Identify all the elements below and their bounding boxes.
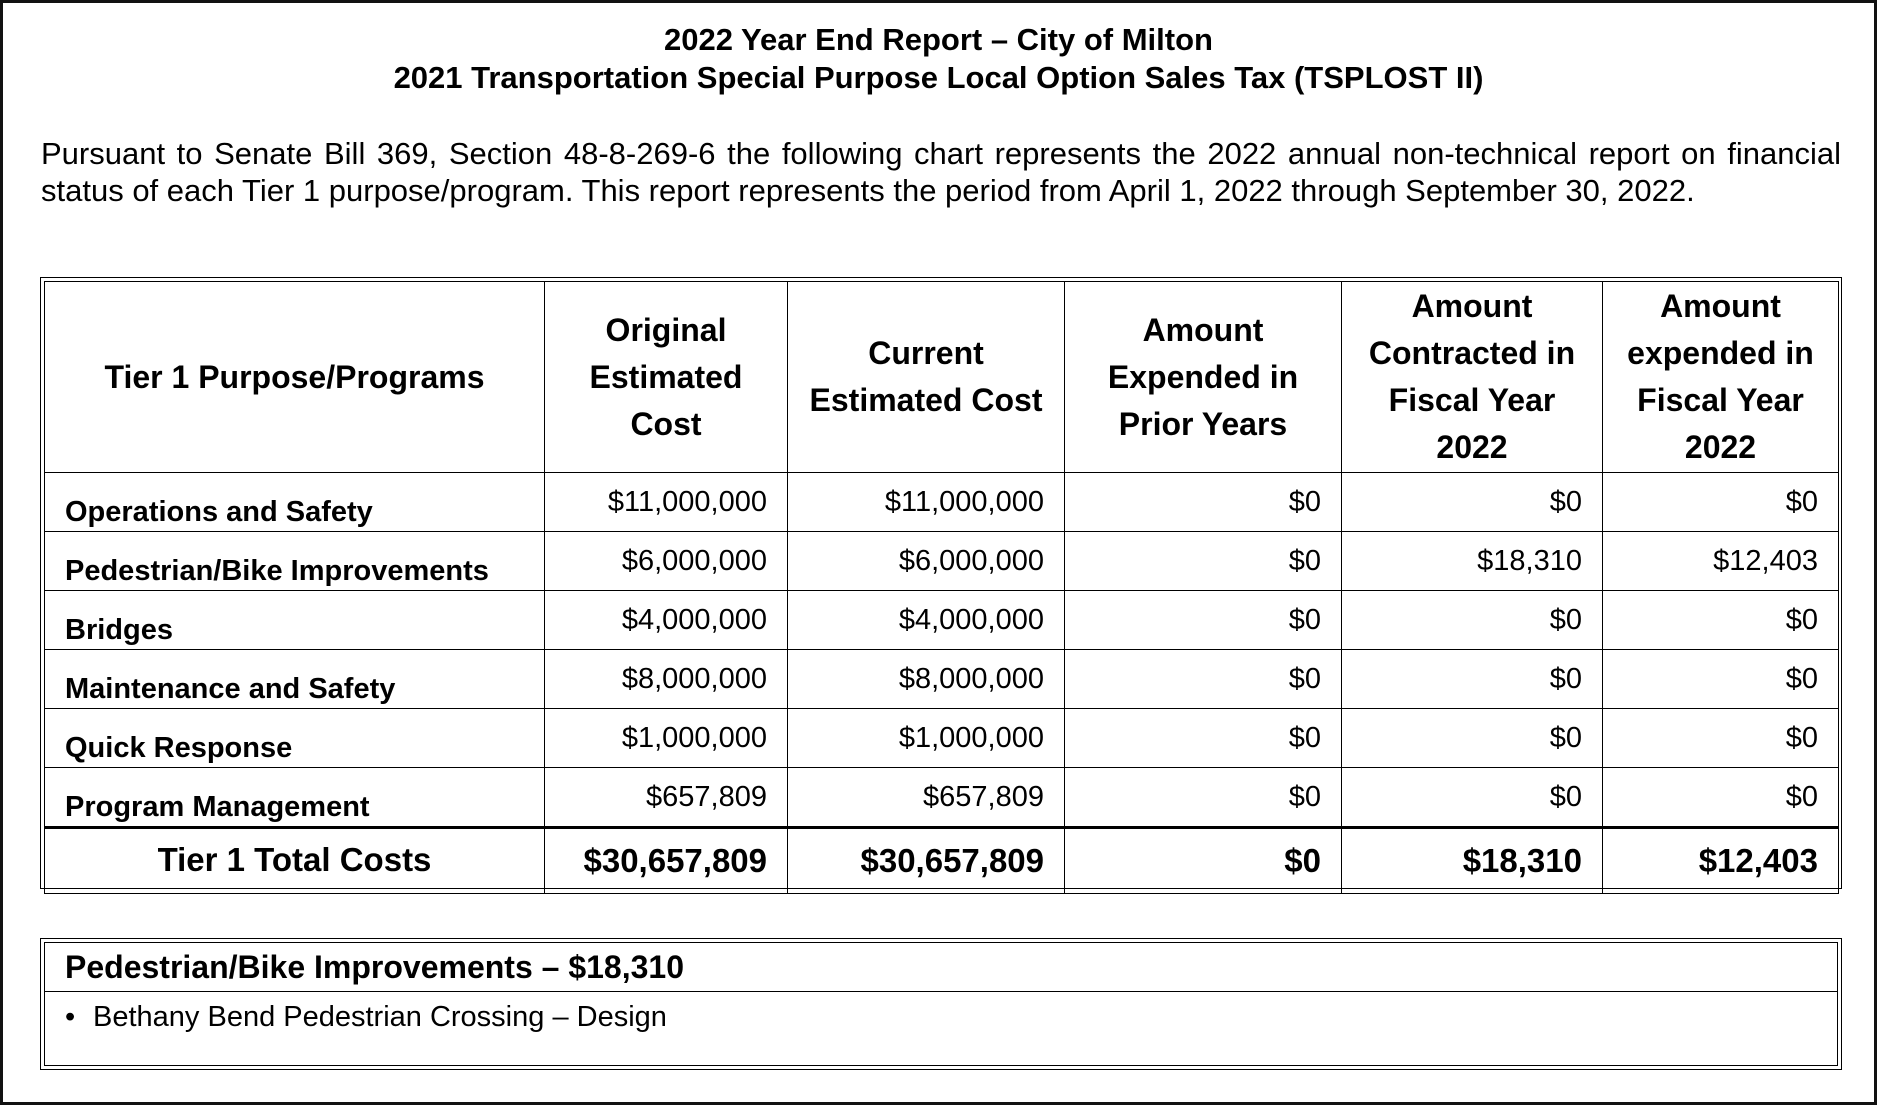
contracted-fy: $0 [1342,473,1603,532]
expended-fy: $0 [1603,768,1839,828]
contracted-fy: $0 [1342,709,1603,768]
expended-prior: $0 [1065,532,1342,591]
expended-prior: $0 [1065,709,1342,768]
current-cost: $1,000,000 [788,709,1065,768]
detail-list-item [45,992,1837,1042]
detail-heading: Pedestrian/Bike Improvements – $18,310 [45,943,1837,992]
expended-fy: $0 [1603,473,1839,532]
original-cost: $11,000,000 [545,473,788,532]
header-expended-prior: Amount Expended in Prior Years [1065,282,1342,473]
detail-item-text: Bethany Bend Pedestrian Crossing – Design [93,1001,667,1033]
total-row [45,828,1839,894]
detail-box [44,942,1838,1066]
original-cost: $6,000,000 [545,532,788,591]
table-row [45,768,1839,828]
total-expended-fy: $12,403 [1603,828,1839,894]
header-expended-fy: Amount expended in Fiscal Year 2022 [1603,282,1839,473]
program-name: Bridges [45,591,545,650]
financial-status-table [44,281,1839,894]
total-contracted-fy: $18,310 [1342,828,1603,894]
expended-fy: $0 [1603,650,1839,709]
contracted-fy: $18,310 [1342,532,1603,591]
original-cost: $1,000,000 [545,709,788,768]
total-current-cost: $30,657,809 [788,828,1065,894]
header-contracted-fy: Amount Contracted in Fiscal Year 2022 [1342,282,1603,473]
current-cost: $657,809 [788,768,1065,828]
program-name: Program Management [45,768,545,828]
detail-box-frame [40,938,1842,1070]
total-label: Tier 1 Total Costs [45,828,545,894]
report-titles [3,21,1874,97]
contracted-fy: $0 [1342,591,1603,650]
report-subtitle: 2021 Transportation Special Purpose Local Option Sales Tax (TSPLOST II) [393,60,1484,95]
table-header-row [45,282,1839,473]
program-name: Pedestrian/Bike Improvements [45,532,545,591]
current-cost: $8,000,000 [788,650,1065,709]
program-name: Maintenance and Safety [45,650,545,709]
expended-fy: $0 [1603,591,1839,650]
original-cost: $4,000,000 [545,591,788,650]
current-cost: $4,000,000 [788,591,1065,650]
expended-prior: $0 [1065,768,1342,828]
program-name: Operations and Safety [45,473,545,532]
table-row [45,473,1839,532]
contracted-fy: $0 [1342,650,1603,709]
contracted-fy: $0 [1342,768,1603,828]
expended-prior: $0 [1065,473,1342,532]
current-cost: $11,000,000 [788,473,1065,532]
header-programs: Tier 1 Purpose/Programs [45,282,545,473]
table-row [45,709,1839,768]
expended-prior: $0 [1065,591,1342,650]
report-title: 2022 Year End Report – City of Milton [664,22,1213,57]
table-row [45,532,1839,591]
original-cost: $8,000,000 [545,650,788,709]
table-row [45,650,1839,709]
expended-fy: $12,403 [1603,532,1839,591]
header-original-cost: Original Estimated Cost [545,282,788,473]
total-expended-prior: $0 [1065,828,1342,894]
total-original-cost: $30,657,809 [545,828,788,894]
current-cost: $6,000,000 [788,532,1065,591]
table-row [45,591,1839,650]
expended-prior: $0 [1065,650,1342,709]
program-name: Quick Response [45,709,545,768]
intro-paragraph: Pursuant to Senate Bill 369, Section 48-8-269-6 the following chart represents the 2022 annual non-technical report on financial status of each Tier 1 purpose/program. This report represents the period from April 1, 2022 through September 30, 2022. [41,136,1841,208]
original-cost: $657,809 [545,768,788,828]
header-current-cost: Current Estimated Cost [788,282,1065,473]
expended-fy: $0 [1603,709,1839,768]
bullet-icon: • [65,1001,76,1033]
financial-table-frame [40,277,1842,889]
